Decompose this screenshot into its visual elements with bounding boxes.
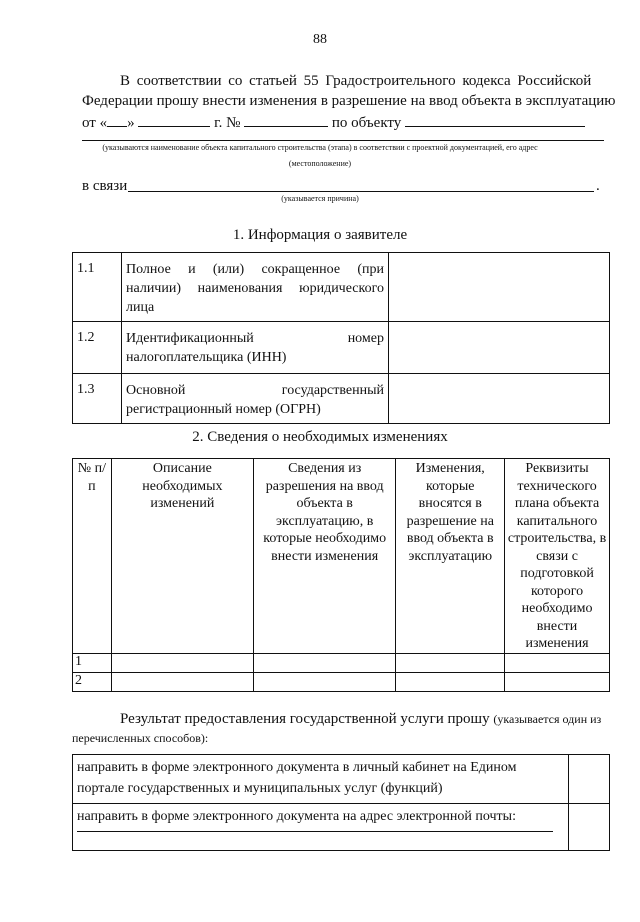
quote-close: » [127, 115, 135, 131]
description-cell[interactable] [111, 672, 253, 691]
section2-title: 2. Сведения о необходимых изменениях [192, 429, 448, 445]
result-line-1: Результат предоставления государственной услуги прошу [120, 711, 490, 727]
object-label: по объекту [331, 115, 402, 131]
object-hint: (указываются наименование объекта капитального строительства (этапа) в соответствии с проектной документацией, его адрес [102, 143, 538, 152]
option-email [73, 804, 569, 851]
row-label: Полное и (или) сокращенное (при наличии) наименования юридического лица [122, 253, 389, 322]
reason-field[interactable] [128, 191, 594, 192]
object-address-line[interactable] [82, 140, 604, 141]
delivery-options-table [72, 754, 610, 851]
day-field[interactable] [107, 112, 127, 127]
row-number: 1.3 [73, 374, 122, 424]
col-header-permit-info: Сведения из разрешения на ввод объекта в эксплуатацию, в которые необходимо внести изменения [254, 459, 396, 654]
col-header-description: Описание необходимых изменений [111, 459, 253, 654]
table-row [73, 804, 610, 851]
option-portal-label: направить в форме электронного документа в личный кабинет на Едином портале государственных и муниципальных услуг (функций) [73, 755, 569, 804]
full-name-value[interactable] [389, 253, 610, 322]
table-row [73, 755, 610, 804]
section1-title: 1. Информация о заявителе [232, 227, 408, 243]
reason-period: . [596, 178, 600, 194]
reason-hint: (указывается причина) [281, 194, 359, 203]
applicant-info-table [72, 252, 610, 424]
row-label: Идентификационный номер налогоплательщика (ИНН) [122, 322, 389, 374]
description-cell[interactable] [111, 653, 253, 672]
table-row [73, 672, 610, 691]
row-number: 1.2 [73, 322, 122, 374]
option-email-label: направить в форме электронного документа на адрес электронной почты: [77, 809, 516, 824]
email-field[interactable] [77, 831, 553, 832]
row-label: Основной государственный регистрационный номер (ОГРН) [122, 374, 389, 424]
changes-cell[interactable] [396, 672, 505, 691]
page-number: 88 [313, 32, 327, 47]
table-row [73, 253, 610, 322]
row-number: 2 [73, 672, 112, 691]
col-header-number: № п/п [73, 459, 112, 654]
table-row [73, 653, 610, 672]
option-email-checkbox[interactable] [568, 804, 609, 851]
intro-line-2: Федерации прошу внести изменения в разрешение на ввод объекта в эксплуатацию [82, 93, 616, 109]
number-field[interactable] [244, 112, 328, 127]
table-row [73, 374, 610, 424]
month-field[interactable] [138, 112, 210, 127]
table-header-row [73, 459, 610, 654]
tech-plan-cell[interactable] [505, 672, 610, 691]
object-field[interactable] [405, 112, 585, 127]
intro-line-1: В соответствии со статьей 55 Градостроительного кодекса Российской [120, 73, 592, 89]
permit-info-cell[interactable] [254, 672, 396, 691]
inn-value[interactable] [389, 322, 610, 374]
table-row [73, 322, 610, 374]
from-prefix: от « [82, 115, 108, 131]
date-number-line [82, 112, 585, 132]
col-header-tech-plan: Реквизиты технического плана объекта капитального строительства, в связи с подготовкой которого необходимо внести изменения [505, 459, 610, 654]
result-intro [120, 711, 601, 728]
option-portal-checkbox[interactable] [568, 755, 609, 804]
result-hint-1: (указывается один из [493, 712, 602, 726]
location-hint: (местоположение) [288, 159, 352, 168]
ogrn-value[interactable] [389, 374, 610, 424]
tech-plan-cell[interactable] [505, 653, 610, 672]
changes-cell[interactable] [396, 653, 505, 672]
row-number: 1.1 [73, 253, 122, 322]
permit-info-cell[interactable] [254, 653, 396, 672]
col-header-changes: Изменения, которые вносятся в разрешение на ввод объекта в эксплуатацию [396, 459, 505, 654]
reason-label: в связи [82, 178, 128, 194]
result-hint-2: перечисленных способов): [72, 731, 209, 745]
row-number: 1 [73, 653, 112, 672]
year-suffix: г. № [214, 115, 241, 131]
changes-table [72, 458, 610, 692]
